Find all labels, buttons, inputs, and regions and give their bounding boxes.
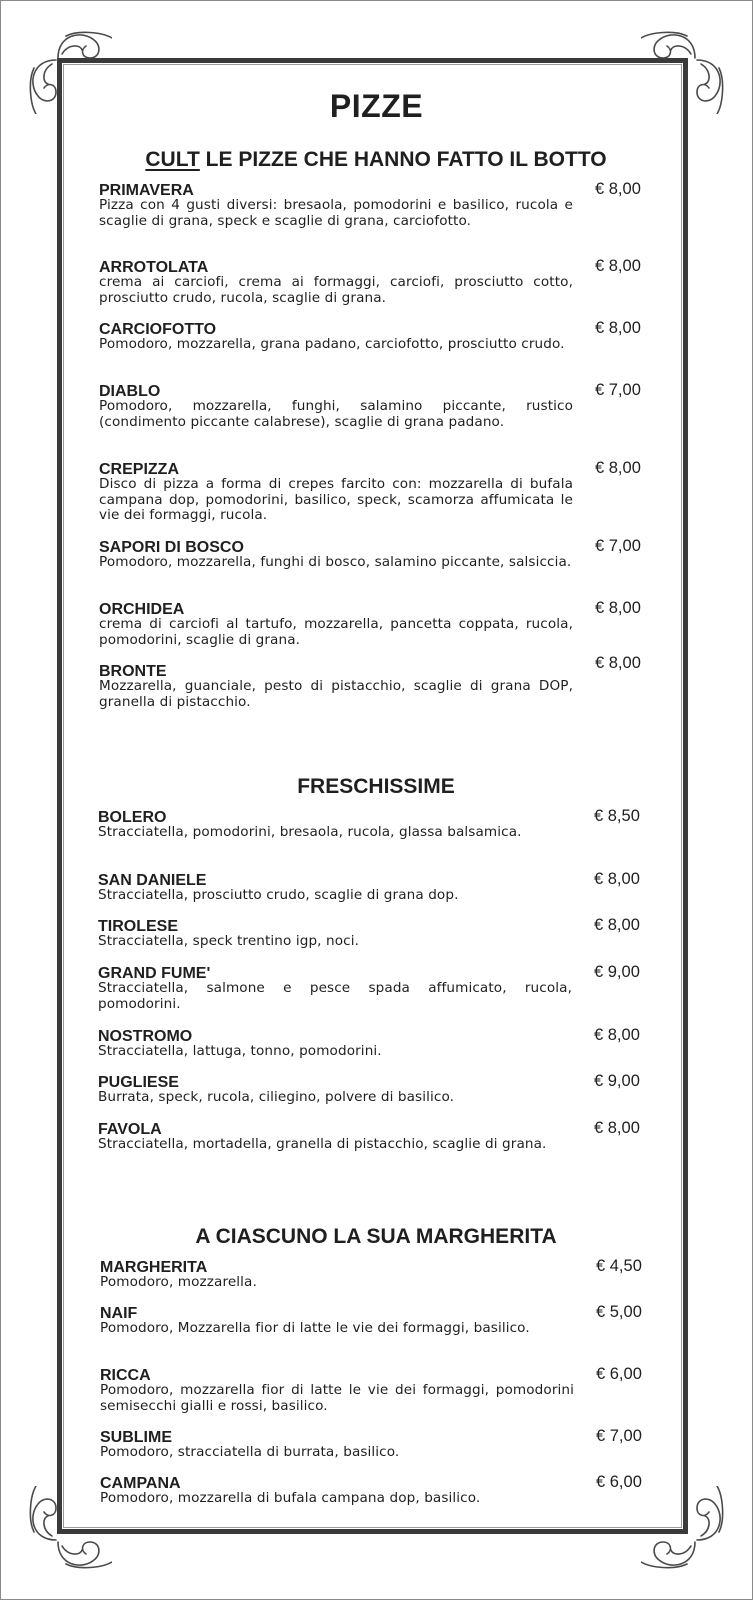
item-name: SUBLIME xyxy=(100,1429,172,1446)
corner-ornament-icon xyxy=(641,1486,731,1576)
menu-item xyxy=(99,180,641,229)
item-name: CREPIZZA xyxy=(99,461,179,478)
corner-ornament-icon xyxy=(22,1486,112,1576)
menu-item xyxy=(100,1473,642,1507)
item-description: Stracciatella, mortadella, granella di pistacchio, scaglie di grana. xyxy=(98,1136,547,1152)
item-description: Pomodoro, mozzarella di bufala campana dop, basilico. xyxy=(100,1490,481,1506)
item-description: Pizza con 4 gusti diversi: bresaola, pomodorini e basilico, rucola e scaglie di grana, speck e scaglie di grana, carciofotto. xyxy=(99,197,573,229)
menu-item xyxy=(99,257,641,306)
page-title: PIZZE xyxy=(329,88,424,124)
item-price: € 8,00 xyxy=(594,870,640,888)
item-price: € 8,00 xyxy=(595,459,641,477)
item-description: Stracciatella, pomodorini, bresaola, rucola, glassa balsamica. xyxy=(98,824,522,840)
item-price: € 8,00 xyxy=(594,1119,640,1137)
item-description: Stracciatella, salmone e pesce spada affumicato, rucola, pomodorini. xyxy=(98,980,572,1012)
section-title-margherita: A CIASCUNO LA SUA MARGHERITA xyxy=(195,1225,557,1248)
item-description: Pomodoro, Mozzarella fior di latte le vie dei formaggi, basilico. xyxy=(100,1320,530,1336)
menu-item xyxy=(98,963,640,1012)
menu-item xyxy=(98,870,640,904)
item-price: € 8,00 xyxy=(594,1026,640,1044)
menu-item xyxy=(98,807,640,841)
cult-label: CULT xyxy=(145,148,200,171)
item-name: ARROTOLATA xyxy=(99,259,209,276)
item-description: Stracciatella, prosciutto crudo, scaglie di grana dop. xyxy=(98,887,459,903)
menu-item xyxy=(100,1303,642,1337)
menu-item xyxy=(99,599,641,648)
item-description: Pomodoro, stracciatella di burrata, basilico. xyxy=(100,1444,400,1460)
item-price: € 7,00 xyxy=(595,381,641,399)
item-name: BRONTE xyxy=(99,663,167,680)
item-name: SAN DANIELE xyxy=(98,872,207,889)
item-name: PUGLIESE xyxy=(98,1074,179,1091)
menu-item xyxy=(100,1427,642,1461)
item-price: € 7,00 xyxy=(596,1427,642,1445)
menu-item xyxy=(98,1026,640,1060)
item-name: PRIMAVERA xyxy=(99,182,194,199)
item-description: Pomodoro, mozzarella, funghi di bosco, salamino piccante, salsiccia. xyxy=(99,554,572,570)
menu-item xyxy=(98,1072,640,1106)
item-name: FAVOLA xyxy=(98,1121,162,1138)
item-description: Burrata, speck, rucola, ciliegino, polvere di basilico. xyxy=(98,1089,455,1105)
item-price: € 8,00 xyxy=(594,916,640,934)
item-price: € 8,00 xyxy=(595,599,641,617)
item-name: BOLERO xyxy=(98,809,167,826)
item-description: Pomodoro, mozzarella fior di latte le vie dei formaggi, pomodorini semisecchi gialli e rossi, basilico. xyxy=(100,1382,574,1414)
menu-item xyxy=(100,1365,642,1414)
item-name: TIROLESE xyxy=(98,918,179,935)
item-price: € 8,50 xyxy=(594,807,640,825)
menu-item xyxy=(99,654,641,710)
item-price: € 8,00 xyxy=(595,257,641,275)
menu-item xyxy=(100,1257,642,1291)
menu-item xyxy=(99,319,641,353)
menu-item xyxy=(98,916,640,950)
section-title-text: LE PIZZE CHE HANNO FATTO IL BOTTO xyxy=(205,148,607,171)
item-description: Pomodoro, mozzarella, grana padano, carciofotto, prosciutto crudo. xyxy=(99,336,565,352)
item-name: RICCA xyxy=(100,1367,151,1384)
item-description: Stracciatella, lattuga, tonno, pomodorini. xyxy=(98,1043,382,1059)
menu-item xyxy=(99,381,641,430)
item-price: € 9,00 xyxy=(594,963,640,981)
item-name: MARGHERITA xyxy=(100,1259,208,1276)
item-name: NOSTROMO xyxy=(98,1028,193,1045)
item-description: Disco di pizza a forma di crepes farcito con: mozzarella di bufala campana dop, pomodorini, basilico, speck, scamorza affumicata le vie dei formaggi, rucola. xyxy=(99,476,573,523)
item-description: Pomodoro, mozzarella, funghi, salamino piccante, rustico (condimento piccante calabrese), scaglie di grana padano. xyxy=(99,398,573,430)
item-price: € 6,00 xyxy=(596,1365,642,1383)
item-name: NAIF xyxy=(100,1305,138,1322)
section-title-cult xyxy=(70,148,682,172)
item-price: € 6,00 xyxy=(596,1473,642,1491)
menu-item xyxy=(99,459,641,524)
item-description: crema di carciofi al tartufo, mozzarella, pancetta coppata, rucola, pomodorini, scaglie di grana. xyxy=(99,616,573,648)
item-name: CAMPANA xyxy=(100,1475,181,1492)
item-price: € 4,50 xyxy=(596,1257,642,1275)
section-title-freschissime: FRESCHISSIME xyxy=(297,775,455,798)
item-price: € 8,00 xyxy=(595,654,641,672)
item-description: crema ai carciofi, crema ai formaggi, carciofi, prosciutto cotto, prosciutto crudo, rucola, scaglie di grana. xyxy=(99,274,573,306)
menu-item xyxy=(98,1119,640,1153)
item-name: SAPORI DI BOSCO xyxy=(99,539,244,556)
item-name: ORCHIDEA xyxy=(99,601,185,618)
item-description: Pomodoro, mozzarella. xyxy=(100,1274,257,1290)
item-name: DIABLO xyxy=(99,383,161,400)
item-price: € 9,00 xyxy=(594,1072,640,1090)
menu-item xyxy=(99,537,641,571)
item-description: Mozzarella, guanciale, pesto di pistacchio, scaglie di grana DOP, granella di pistacchio. xyxy=(99,678,573,710)
item-price: € 8,00 xyxy=(595,319,641,337)
item-price: € 8,00 xyxy=(595,180,641,198)
item-name: GRAND FUME' xyxy=(98,965,211,982)
item-name: CARCIOFOTTO xyxy=(99,321,217,338)
item-price: € 5,00 xyxy=(596,1303,642,1321)
item-description: Stracciatella, speck trentino igp, noci. xyxy=(98,933,360,949)
item-price: € 7,00 xyxy=(595,537,641,555)
